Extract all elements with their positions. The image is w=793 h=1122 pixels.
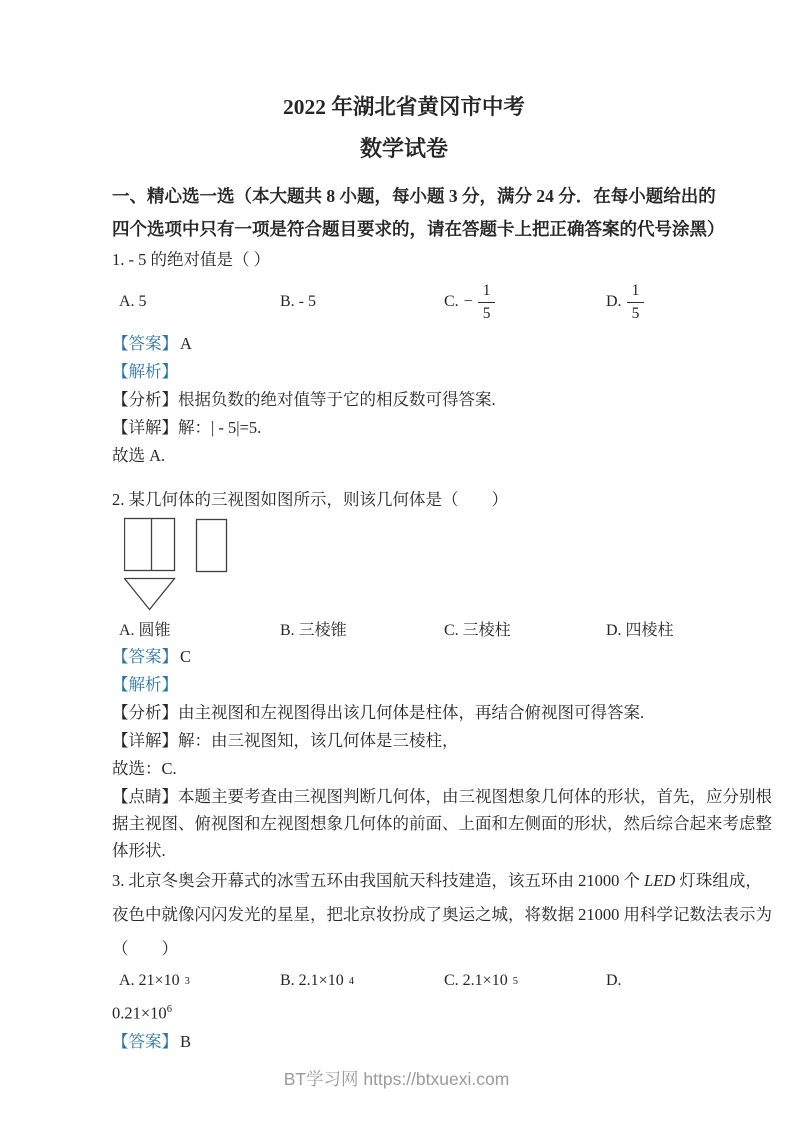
question-1-options [112,274,696,330]
question-3-stem-line2: 夜色中就像闪闪发光的星星，把北京妆扮成了奥运之城，将数据 21000 用科学记数法表示为 [112,905,772,924]
q2-jiexi-line [112,671,696,699]
q3-answer-value: B [180,1031,192,1051]
fraction-denominator: 5 [482,304,491,322]
q3-option-a [119,972,280,990]
watermark-footer: BT学习网 https://btxuexi.com [283,1069,510,1089]
q1-option-c-label: C. [444,293,459,310]
q1-answer-line [112,330,696,358]
question-2-options [112,613,696,643]
left-view-rectangle [197,520,227,572]
q1-option-a: A. 5 [119,293,147,310]
q3-option-d-label: D. [606,972,622,989]
three-view-figure [124,516,696,613]
q3-stem-text-pre: 3. 北京冬奥会开幕式的冰雪五环由我国航天科技建造，该五环由 21000 个 [112,871,645,890]
question-3 [112,864,772,1056]
fraction-one-fifth [478,282,496,321]
question-2 [112,486,772,864]
q2-option-b: B. 三棱锥 [280,621,347,639]
fraction-one-fifth [627,282,645,321]
q2-answer-value: C [180,647,192,666]
minus-sign: − [463,293,473,310]
q1-detail-line: 【详解】解：| - 5|=5. [112,418,262,437]
q3-stem-text-post: 灯珠组成， [675,871,762,890]
question-1 [112,246,696,470]
top-view-triangle [125,579,175,610]
q1-option-d [606,282,696,321]
q2-option-a: A. 圆锥 [119,621,171,639]
question-3-stem-line1 [112,864,762,898]
q2-option-d: D. 四棱柱 [606,621,674,639]
answer-tag: 【答案】 [112,647,178,666]
q2-detail-line: 【详解】解：由三视图知，该几何体是三棱柱， [112,731,459,750]
front-view-rectangle [125,519,175,571]
q3-answer-line [112,1028,696,1056]
q1-answer-value: A [180,334,192,353]
q2-note-line1: 【点睛】本题主要考查由三视图判断几何体，由三视图想象几何体的形状，首先，应分别根 [112,787,772,806]
q2-option-c: C. 三棱柱 [444,621,511,639]
q1-option-c [444,282,606,321]
question-3-options [112,966,696,996]
section-one-heading [112,180,725,246]
q1-jiexi-line [112,358,696,386]
q2-conclusion-line: 故选：C. [112,759,177,778]
q3-option-a-exponent: 3 [184,975,190,987]
q3-option-b-exponent: 4 [348,975,354,987]
q2-note [112,783,772,864]
section-heading-line1: 一、精心选一选（本大题共 8 小题，每小题 3 分，满分 24 分．在每小题给出的 [112,186,716,206]
q3-option-a-base: A. 21×10 [119,972,180,989]
jiexi-tag: 【解析】 [112,675,178,694]
jiexi-tag: 【解析】 [112,362,178,381]
fraction-numerator: 1 [478,282,496,302]
q3-option-c-base: C. 2.1×10 [444,972,508,989]
fraction-denominator: 5 [631,304,640,322]
answer-tag: 【答案】 [112,1031,178,1051]
fraction-numerator: 1 [627,282,645,302]
q3-option-b [280,972,444,990]
q3-option-c-exponent: 5 [512,975,518,987]
q3-option-d-value [112,996,696,1028]
q3-option-c [444,972,606,990]
question-3-stem-line3: （ ） [112,939,178,958]
q3-option-d-base: 0.21×10 [112,1003,167,1023]
q3-stem-led-text: LED [644,871,676,890]
q3-option-d-exponent: 6 [166,1004,172,1015]
question-2-stem: 2. 某几何体的三视图如图所示，则该几何体是（ ） [112,490,508,509]
section-heading-line2: 四个选项中只有一项是符合题目要求的，请在答题卡上把正确答案的代号涂黑） [112,219,725,239]
q1-analysis-line: 【分析】根据负数的绝对值等于它的相反数可得答案. [112,390,496,409]
q3-option-b-base: B. 2.1×10 [280,972,344,989]
q1-conclusion-line: 故选 A. [112,446,166,465]
q2-answer-line [112,643,696,671]
answer-tag: 【答案】 [112,334,178,353]
q2-analysis-line: 【分析】由主视图和左视图得出该几何体是柱体，再结合俯视图可得答案. [112,703,645,722]
q2-note-line2: 据主视图、俯视图和左视图想象几何体的前面、上面和左侧面的形状，然后综合起来考虑整 [112,814,772,833]
paper-title-line1: 2022 年湖北省黄冈市中考 [283,95,525,119]
paper-title-line2: 数学试卷 [359,136,448,161]
q1-option-b: B. - 5 [280,293,316,310]
q2-note-line3: 体形状. [112,841,166,860]
q1-option-d-label: D. [606,293,622,310]
three-view-diagram [124,516,254,613]
question-1-stem: 1. - 5 的绝对值是（ ） [112,250,271,269]
